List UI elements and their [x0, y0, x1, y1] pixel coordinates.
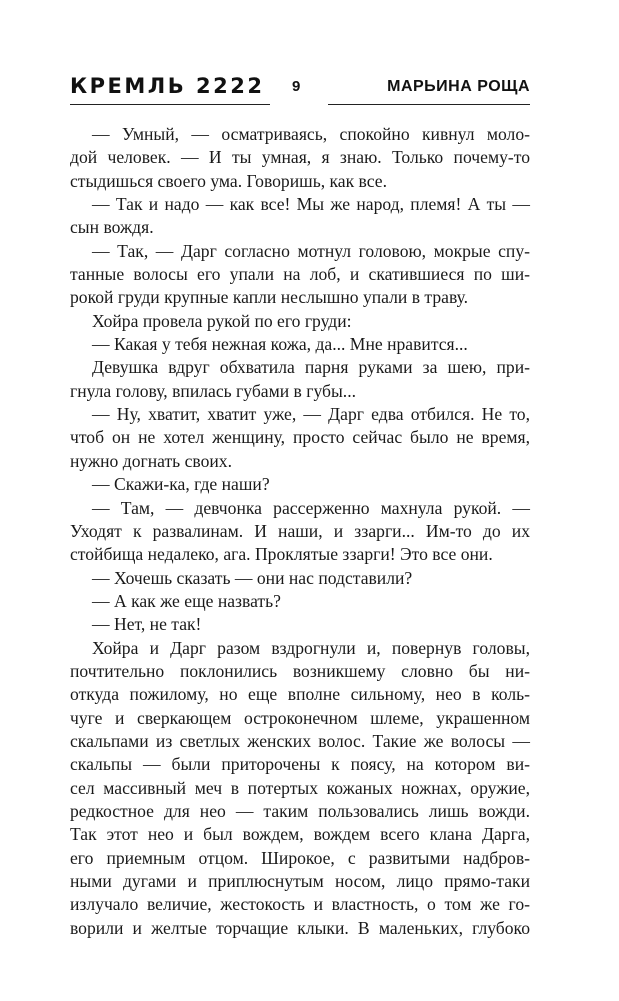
text-line: почтительно поклонились возникшему словно бы ни- — [70, 660, 530, 681]
chapter-title: МАРЬИНА РОЩА — [387, 78, 530, 95]
page-number: 9 — [292, 78, 301, 95]
text-line: его приемным отцом. Широкое, с развитыми надбров- — [70, 847, 530, 868]
text-line: сел массивный меч в потертых кожаных ножнах, оружие, — [70, 777, 530, 798]
text-line: стыдишься своего ума. Говоришь, как все. — [70, 170, 387, 191]
text-line: откуда пожилому, но еще вполне сильному, нео в коль- — [70, 684, 530, 705]
text-line: ворили и желтые торчащие клыки. В маленьких, глубоко — [70, 917, 530, 938]
header-rule-left — [70, 104, 270, 105]
text-line: стойбища недалеко, ага. Проклятые ззарги! Это все они. — [70, 544, 493, 565]
text-line: гнула голову, впилась губами в губы... — [70, 380, 357, 401]
text-line: нужно догнать своих. — [70, 450, 232, 471]
body-text — [70, 123, 530, 940]
text-line: — Там, — девчонка рассерженно махнула рукой. — — [92, 497, 530, 518]
text-line: — А как же еще назвать? — [92, 590, 281, 611]
header-rule-right — [328, 104, 530, 105]
text-line: редкостное для нео — таким пользовались лишь вожди. — [70, 800, 530, 821]
text-line: — Нет, не так! — [92, 614, 202, 635]
series-title: КРЕМЛЬ 2222 — [70, 74, 265, 98]
text-line: чуге и сверкающем остроконечном шлеме, украшенном — [70, 707, 530, 728]
text-line: танные волосы его упали на лоб, и скатившиеся по ши- — [70, 264, 530, 285]
text-line: скальпами из светлых женских волос. Такие же волосы — — [70, 730, 530, 751]
text-line: Хойра провела рукой по его груди: — [92, 310, 352, 331]
text-line: ными дугами и приплюснутым носом, лицо прямо-таки — [70, 871, 530, 891]
text-line: — Так, — Дарг согласно мотнул головою, мокрые спу- — [92, 240, 530, 261]
text-line: — Ну, хватит, хватит уже, — Дарг едва отбился. Не то, — [92, 404, 530, 425]
text-line: Хойра и Дарг разом вздрогнули и, повернув головы, — [92, 637, 530, 658]
text-line: — Скажи-ка, где наши? — [92, 474, 270, 495]
text-line: скальпы — были приторочены к поясу, на котором ви- — [70, 754, 530, 775]
text-line: — Так и надо — как все! Мы же народ, племя! А ты — — [92, 194, 530, 215]
text-line: чтоб он не хотел женщину, просто сейчас было не время, — [70, 427, 530, 448]
text-line: дой человек. — И ты умная, я знаю. Только почему-то — [70, 147, 530, 168]
text-line: — Какая у тебя нежная кожа, да... Мне нравится... — [92, 334, 468, 355]
text-line: Девушка вдруг обхватила парня руками за шею, при- — [92, 357, 530, 378]
text-line: излучало величие, жестокость и властность, о том же го- — [70, 894, 530, 915]
text-line: сын вождя. — [70, 217, 154, 238]
text-line: — Хочешь сказать — они нас подставили? — [92, 567, 413, 588]
running-header — [70, 60, 530, 120]
text-line: рокой груди крупные капли неслышно упали в траву. — [70, 287, 469, 308]
text-line: — Умный, — осматриваясь, спокойно кивнул моло- — [92, 124, 530, 144]
text-line: Уходят к развалинам. И наши, и ззарги... Им-то до их — [70, 520, 530, 541]
text-line: Так этот нео и был вождем, вождем всего клана Дарга, — [70, 824, 530, 845]
